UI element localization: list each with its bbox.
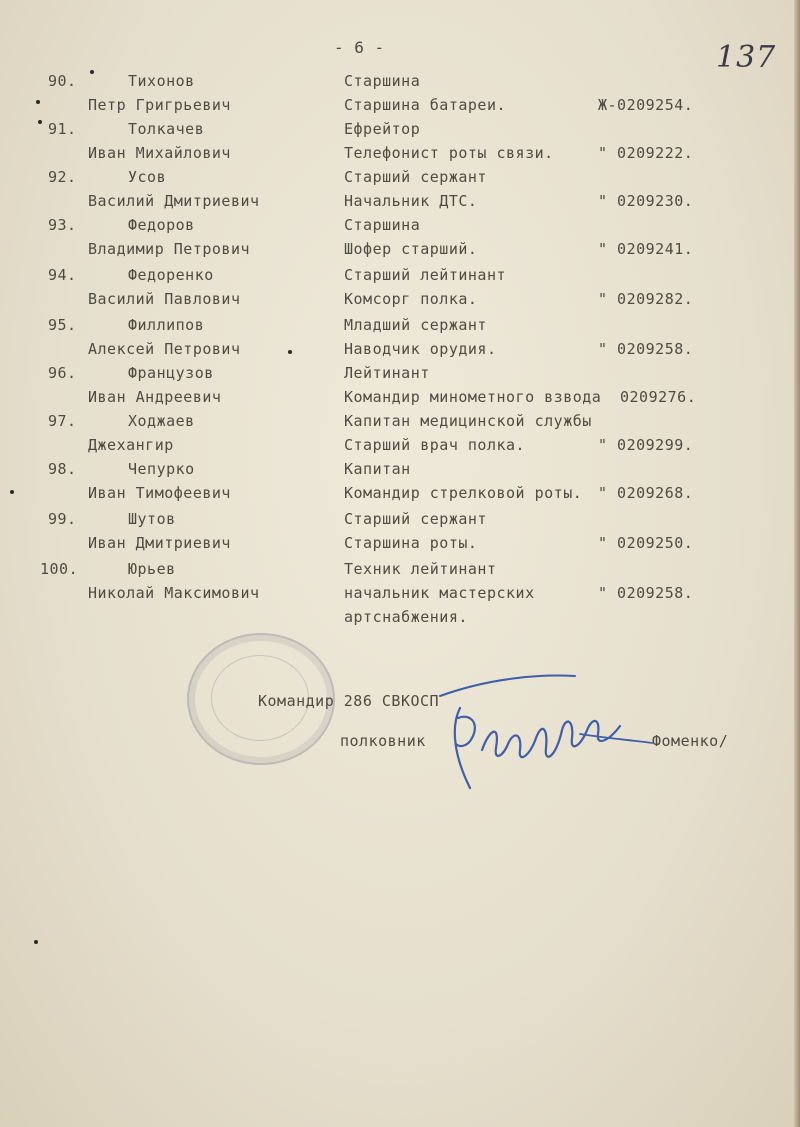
- margin-mark: [90, 70, 94, 74]
- entry-number: 95.: [48, 316, 77, 334]
- handwritten-signature: [430, 668, 660, 803]
- entry-position: Наводчик орудия.: [344, 340, 497, 358]
- entry-medal-number: " 0209258.: [598, 584, 694, 602]
- entry-given-name: Николай Максимович: [88, 584, 260, 602]
- entry-rank: Лейтинант: [344, 364, 430, 382]
- entry-medal-number: 0209276.: [620, 388, 697, 406]
- entry-position: Старший врач полка.: [344, 436, 526, 454]
- entry-surname: Тихонов: [128, 72, 195, 90]
- entry-given-name: Иван Андреевич: [88, 388, 222, 406]
- entry-given-name: Иван Михайлович: [88, 144, 231, 162]
- margin-mark: [34, 940, 38, 944]
- archive-page-number: 137: [716, 40, 777, 75]
- margin-mark: [10, 490, 14, 494]
- entry-rank: Капитан: [344, 460, 411, 478]
- entry-given-name: Петр Григрьевич: [88, 96, 231, 114]
- list-item: [0, 412, 800, 460]
- page-number: - 6 -: [334, 38, 385, 57]
- list-item: [0, 460, 800, 508]
- entry-given-name: Владимир Петрович: [88, 240, 251, 258]
- entry-medal-number: " 0209222.: [598, 144, 694, 162]
- entry-surname: Чепурко: [128, 460, 195, 478]
- entry-given-name: Джехангир: [88, 436, 174, 454]
- entry-surname: Юрьев: [128, 560, 176, 578]
- entry-position: начальник мастерских: [344, 584, 535, 602]
- margin-mark: [36, 100, 40, 104]
- entry-medal-number: " 0209268.: [598, 484, 694, 502]
- entry-position: Начальник ДТС.: [344, 192, 478, 210]
- list-item: [0, 168, 800, 216]
- entry-medal-number: " 0209282.: [598, 290, 694, 308]
- list-item: [0, 560, 800, 632]
- entry-rank: Старший лейтинант: [344, 266, 507, 284]
- list-item: [0, 316, 800, 364]
- entry-surname: Шутов: [128, 510, 176, 528]
- entry-number: 93.: [48, 216, 77, 234]
- entry-medal-number: " 0209241.: [598, 240, 694, 258]
- entry-surname: Толкачев: [128, 120, 205, 138]
- list-item: [0, 266, 800, 314]
- entry-given-name: Иван Дмитриевич: [88, 534, 231, 552]
- list-item: [0, 120, 800, 168]
- entry-surname: Ходжаев: [128, 412, 195, 430]
- entry-medal-number: " 0209299.: [598, 436, 694, 454]
- entry-number: 99.: [48, 510, 77, 528]
- list-item: [0, 72, 800, 120]
- entry-number: 100.: [40, 560, 79, 578]
- entry-number: 96.: [48, 364, 77, 382]
- entry-given-name: Василий Дмитриевич: [88, 192, 260, 210]
- entry-position: Телефонист роты связи.: [344, 144, 554, 162]
- signatory-rank: полковник: [340, 732, 426, 750]
- entry-surname: Филлипов: [128, 316, 205, 334]
- entry-given-name: Иван Тимофеевич: [88, 484, 231, 502]
- entry-surname: Усов: [128, 168, 167, 186]
- list-item: [0, 364, 800, 412]
- entry-number: 90.: [48, 72, 77, 90]
- entry-number: 97.: [48, 412, 77, 430]
- entry-given-name: Василий Павлович: [88, 290, 241, 308]
- entry-rank: Капитан медицинской службы: [344, 412, 592, 430]
- margin-mark: [38, 120, 42, 124]
- entry-position: Старшина роты.: [344, 534, 478, 552]
- margin-mark: [288, 350, 292, 354]
- entry-number: 91.: [48, 120, 77, 138]
- entry-surname: Федоренко: [128, 266, 214, 284]
- entry-position: Комсорг полка.: [344, 290, 478, 308]
- entry-surname: Федоров: [128, 216, 195, 234]
- signatory-name: Фоменко/: [652, 732, 729, 750]
- entry-rank: Старший сержант: [344, 168, 487, 186]
- entry-rank: Младший сержант: [344, 316, 487, 334]
- entry-number: 98.: [48, 460, 77, 478]
- list-item: [0, 510, 800, 558]
- entry-rank: Старшина: [344, 72, 421, 90]
- entry-rank: Ефрейтор: [344, 120, 421, 138]
- list-item: [0, 216, 800, 264]
- entry-position: Командир минометного взвода: [344, 388, 602, 406]
- entry-number: 94.: [48, 266, 77, 284]
- signatory-role: Командир 286 СВКОСП: [258, 692, 440, 710]
- entry-given-name: Алексей Петрович: [88, 340, 241, 358]
- entry-position-continued: артснабжения.: [344, 608, 468, 626]
- entry-position: Командир стрелковой роты.: [344, 484, 583, 502]
- entry-rank: Старшина: [344, 216, 421, 234]
- entry-surname: Французов: [128, 364, 214, 382]
- entry-position: Шофер старший.: [344, 240, 478, 258]
- entry-rank: Старший сержант: [344, 510, 487, 528]
- entry-rank: Техник лейтинант: [344, 560, 497, 578]
- entry-number: 92.: [48, 168, 77, 186]
- entry-position: Старшина батареи.: [344, 96, 507, 114]
- entry-medal-number: " 0209230.: [598, 192, 694, 210]
- entry-medal-number: Ж-0209254.: [598, 96, 694, 114]
- entry-medal-number: " 0209258.: [598, 340, 694, 358]
- entry-medal-number: " 0209250.: [598, 534, 694, 552]
